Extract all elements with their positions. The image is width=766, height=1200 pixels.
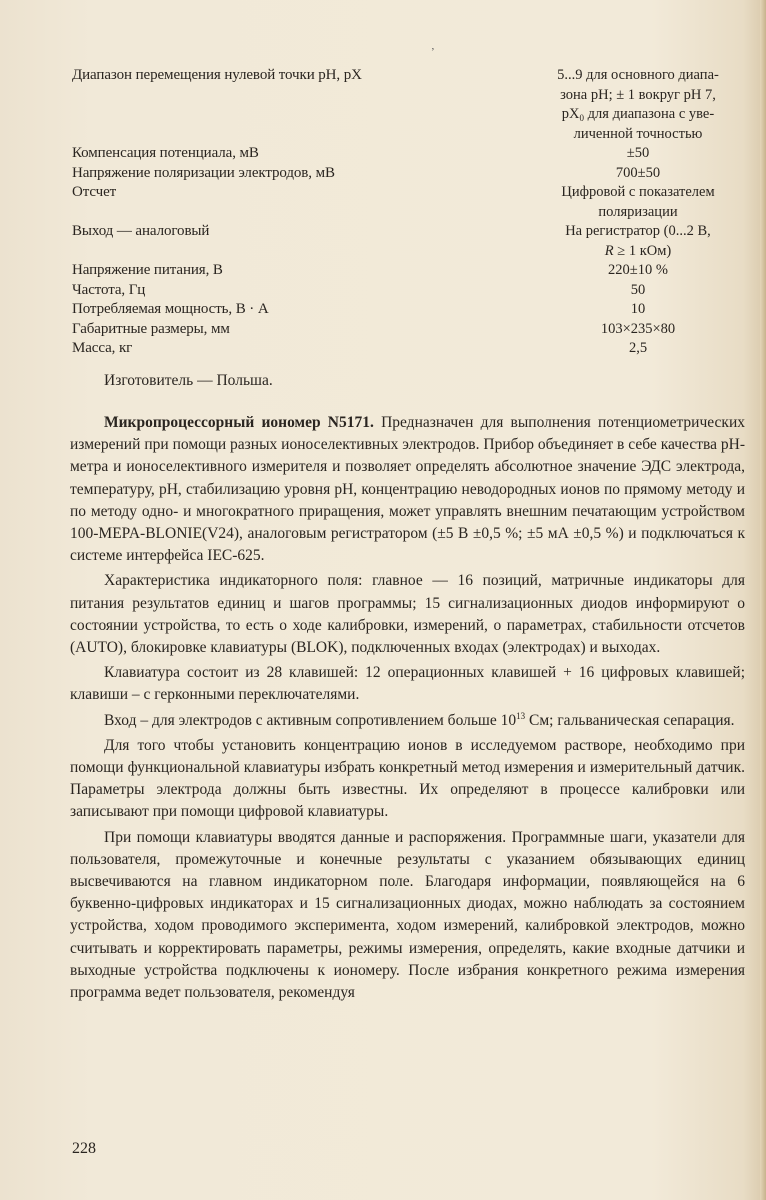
- spec-name: Отсчет: [72, 184, 117, 200]
- spec-name: Напряжение питания, В: [72, 262, 223, 278]
- spec-row: [72, 300, 744, 320]
- spec-row: [72, 222, 744, 261]
- paragraph: Для того чтобы установить концентрацию ионов в исследуемом растворе, необходимо при помощи функциональной клавиатуры избрать конкретный метод измерения и измерительный датчик. Параметры электрода должны быть известны. Их определяют в процессе калибровки или записывают при помощи цифровой клавиатуры.: [70, 736, 745, 821]
- section-heading: Микропроцессорный иономер N5171.: [104, 414, 374, 431]
- spec-name: Частота, Гц: [72, 281, 146, 298]
- spec-table: [72, 66, 744, 359]
- spec-row: [72, 320, 744, 340]
- spec-value: 50: [630, 281, 646, 298]
- spec-value: 2,5: [628, 340, 648, 356]
- spec-name: Потребляемая мощность, В · А: [72, 301, 269, 317]
- spec-name: Масса, кг: [72, 340, 133, 356]
- spec-value: 700±50: [615, 164, 661, 181]
- spec-name: Выход — аналоговый: [72, 223, 210, 239]
- spec-value: 10: [630, 301, 646, 317]
- paragraph: Микропроцессорный иономер N5171. Предназначен для выполнения потенциометрических измерений при помощи разных ионоселективных электродов. Прибор объединяет в себе качества pH-метра и ионоселективного измерителя и позволяет определять абсолютное значение ЭДС электрода, температуру, pH, стабилизацию уровня pH, концентрацию неводородных ионов по прямому методу и по методу одно- и многократного приращения, может управлять внешним печатающим устройством 100-MEPA-BLONIE(V24), аналоговым регистратором (±5 В ±0,5 %; ±5 мА ±0,5 %) и подключаться к системе интерфейса IEC-625.: [70, 414, 745, 565]
- page-number: 228: [72, 1140, 96, 1157]
- spec-row: [72, 66, 744, 144]
- spec-row: [72, 164, 744, 184]
- manufacturer-line: Изготовитель — Польша.: [104, 372, 273, 389]
- spec-value: Цифровой с показателем поляризации: [561, 184, 715, 220]
- paragraph: Клавиатура состоит из 28 клавишей: 12 операционных клавишей + 16 цифровых клавишей; клавиши – с герконными переключателями.: [70, 664, 745, 704]
- spec-name: Компенсация потенциала, мВ: [72, 145, 259, 161]
- paragraph: При помощи клавиатуры вводятся данные и распоряжения. Программные шаги, указатели для пользователя, промежуточные и конечные результаты с указанием обязывающих единиц высвечиваются на главном индикаторном поле. Благодаря информации, появляющейся на 6 буквенно-цифровых индикаторах и 15 сигнализационных диодах, можно наблюдать за состоянием устройства, ходом проводимого эксперимента, ходом измерений, калибровкой электродов, можно считывать и корректировать параметры, режимы измерения, определять, какие входные датчики и выходные устройства подключены к иономеру. После избрания конкретного режима измерения программа ведет пользователя, рекомендуя: [70, 828, 745, 1002]
- spec-row: [72, 144, 744, 164]
- spec-row: [72, 183, 744, 222]
- spec-value: ±50: [626, 145, 650, 161]
- paragraph: Вход – для электродов с активным сопротивлением больше $10^{13}$ См; гальваническая сепарация.: [104, 710, 735, 729]
- spec-name: Напряжение поляризации электродов, мВ: [72, 164, 335, 181]
- page-edge: [760, 0, 766, 1200]
- body-text: [70, 412, 745, 1007]
- paragraph: Характеристика индикаторного поля: главное — 16 позиций, матричные индикаторы для питания результатов единиц и шагов программы; 15 сигнализационных диодов информируют о состоянии устройства, то есть о ходе калибровки, измерений, о параметрах, стабильности отсчетов (AUTO), блокировке клавиатуры (BLOK), подключенных входах (электродах) и выходах.: [70, 572, 745, 657]
- spec-name: Диапазон перемещения нулевой точки pH, pX: [72, 67, 362, 83]
- spec-row: [72, 339, 744, 359]
- spec-value: 103×235×80: [600, 320, 676, 337]
- spec-value: 220±10 %: [608, 262, 668, 278]
- spec-name: Габаритные размеры, мм: [72, 320, 230, 337]
- spec-value: 5...9 для основного диапа- зона pH; ± 1 вокруг pH 7, $pX_0$ для диапазона с уве- личенной точностью: [557, 67, 719, 142]
- print-mark: ‚: [431, 40, 435, 52]
- spec-row: [72, 281, 744, 301]
- spec-row: [72, 261, 744, 281]
- spec-value: На регистратор (0...2 В, R ≥ 1 кОм): [565, 223, 711, 259]
